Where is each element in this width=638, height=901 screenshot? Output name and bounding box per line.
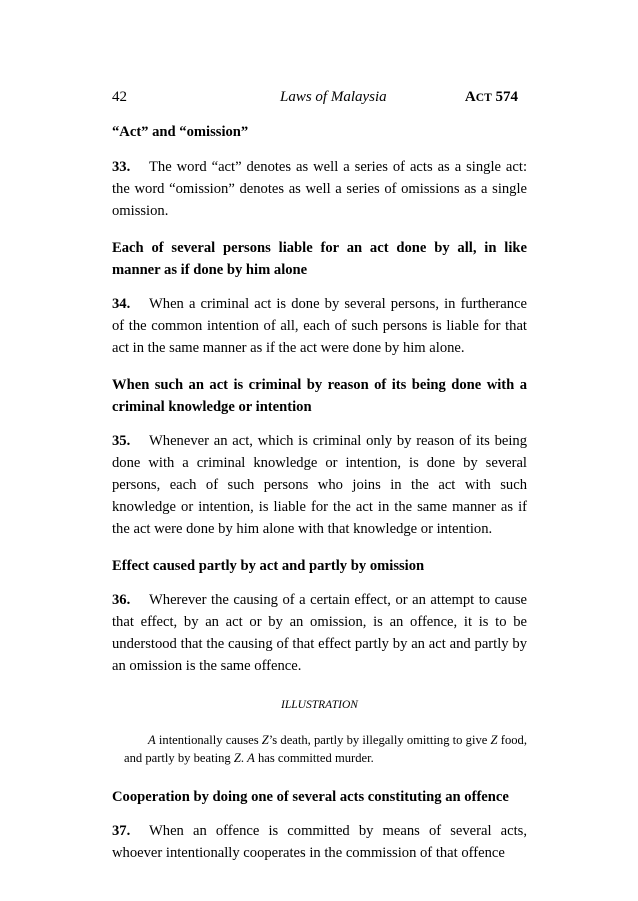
section-number: 34.	[112, 296, 131, 312]
ill-a: A	[148, 733, 156, 747]
ill-z3: Z	[233, 751, 241, 765]
page-number: 42	[112, 89, 127, 105]
ill-t2: ’s death, partly by illegally omitting to give	[268, 733, 491, 747]
section-heading-37: Cooperation by doing one of several acts constituting an offence	[112, 789, 509, 805]
section-number: 36.	[112, 592, 131, 608]
act-smallcaps: CT	[475, 92, 492, 104]
illustration-title: ILLUSTRATION	[281, 699, 358, 711]
act-prefix: A	[464, 89, 476, 105]
section-heading-35: When such an act is criminal by reason of its being done with a criminal knowledge or intention	[112, 377, 527, 415]
section-text: Whenever an act, which is criminal only by reason of its being done with a criminal knowledge or intention, is done by several persons, each of such persons who joins in the act with such knowledge or intention, is liable for the act in the same manner as if the act were done by him alone with that knowledge or intention.	[112, 433, 527, 537]
ill-z2: Z	[490, 733, 498, 747]
section-33	[112, 156, 527, 222]
section-34	[112, 293, 527, 359]
illustration-text	[124, 731, 527, 767]
section-heading-33: “Act” and “omission”	[112, 124, 249, 140]
page-header	[112, 86, 527, 108]
section-35	[112, 430, 527, 540]
section-text: The word “act” denotes as well a series of acts as a single act: the word “omission” denotes as well a series of omissions as a single omission.	[112, 159, 527, 219]
section-text: Wherever the causing of a certain effect, or an attempt to cause that effect, by an act or by an omission, is an offence, it is to be understood that the causing of that effect partly by an act and partly by an omission is the same offence.	[112, 592, 527, 674]
section-text: When a criminal act is done by several persons, in furtherance of the common intention of all, each of such persons is liable for that act in the same manner as if the act were done by him alone.	[112, 296, 527, 356]
section-number: 37.	[112, 823, 131, 839]
ill-t5: has committed murder.	[254, 751, 374, 765]
act-number	[465, 86, 518, 109]
ill-t3: food, and partly by beating	[124, 733, 527, 765]
header-title: Laws of Malaysia	[280, 89, 387, 105]
ill-t1: intentionally causes	[155, 733, 262, 747]
document-page	[112, 86, 527, 864]
section-36	[112, 589, 527, 677]
ill-a2: A	[247, 751, 255, 765]
ill-t4: .	[240, 751, 248, 765]
section-heading-34: Each of several persons liable for an act done by all, in like manner as if done by him alone	[112, 240, 527, 278]
section-text: When an offence is committed by means of several acts, whoever intentionally cooperates in the commission of that offence	[112, 823, 527, 861]
section-heading-36: Effect caused partly by act and partly by omission	[112, 558, 425, 574]
section-number: 35.	[112, 433, 131, 449]
section-37	[112, 820, 527, 864]
act-num: 574	[495, 89, 518, 105]
section-number: 33.	[112, 159, 131, 175]
ill-z1: Z	[261, 733, 269, 747]
